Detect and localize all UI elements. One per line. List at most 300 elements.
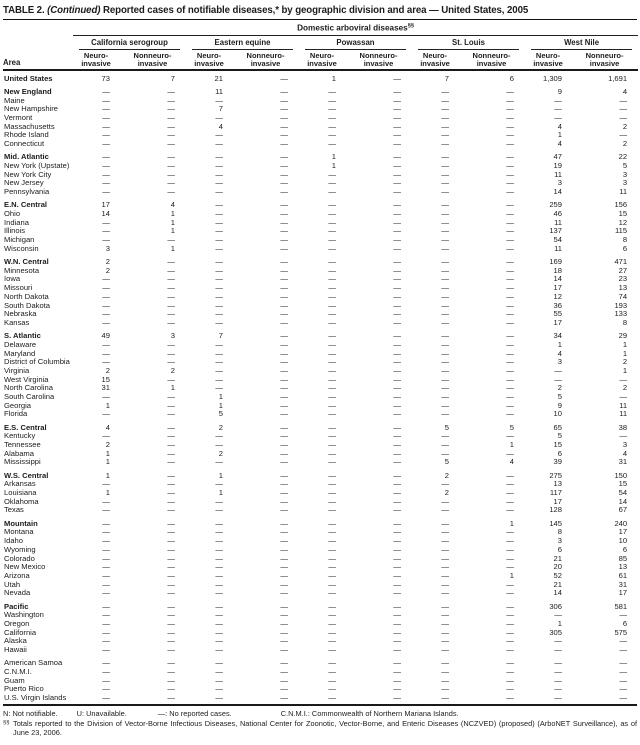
cell-value: —	[393, 400, 401, 410]
cell-value: —	[280, 431, 288, 441]
cell-value: —	[393, 374, 401, 384]
cell-value: —	[102, 339, 110, 349]
cell-value: —	[441, 317, 449, 327]
column-group-powassan	[299, 35, 412, 50]
cell-value: —	[506, 104, 514, 114]
table-row-california	[3, 629, 638, 638]
cell-value: —	[393, 160, 401, 170]
cell-value: —	[328, 383, 336, 393]
column-group-label: St. Louis	[418, 38, 519, 50]
cell-value: —	[506, 409, 514, 419]
cell-value: —	[215, 200, 223, 210]
cell-value: —	[441, 627, 449, 637]
table-row-arizona	[3, 572, 638, 581]
cell-value: 5	[218, 409, 223, 419]
cell-value: —	[215, 527, 223, 537]
table-row-new-york-city	[3, 171, 638, 180]
cell-value: 31	[618, 457, 628, 467]
table-row-texas	[3, 506, 638, 515]
table-row-mid-atlantic	[3, 149, 638, 162]
cell-value: 74	[618, 291, 628, 301]
table-row-american-samoa	[3, 655, 638, 668]
cell-value: —	[506, 553, 514, 563]
column-group-california-serogroup	[73, 35, 186, 50]
table-row-wisconsin	[3, 245, 638, 254]
cell-value: —	[506, 265, 514, 275]
table-title-rest: Reported cases of notifiable diseases,* by geographic division and area — United States, 2005	[100, 5, 529, 16]
table-row-michigan	[3, 236, 638, 245]
row-label: District of Columbia	[4, 357, 70, 367]
cell-value: 169	[549, 257, 562, 266]
cell-value: 1	[557, 339, 562, 349]
table-row-georgia	[3, 402, 638, 411]
cell-value: —	[215, 226, 223, 236]
table-row-massachusetts	[3, 123, 638, 132]
cell-value: 13	[618, 562, 628, 572]
cell-value: —	[393, 86, 401, 96]
cell-value: 4	[218, 121, 223, 131]
cell-value: —	[441, 121, 449, 131]
cell-value: —	[393, 339, 401, 349]
cell-value: —	[167, 645, 175, 655]
cell-value: —	[280, 374, 288, 384]
cell-value: 1	[509, 570, 514, 580]
cell-value: —	[167, 104, 175, 114]
cell-value: —	[441, 300, 449, 310]
subheader-nonneuroinvasive: Nonneuro- invasive	[121, 50, 186, 70]
cell-value: —	[167, 187, 175, 197]
cell-value: —	[393, 448, 401, 458]
footnote-note	[3, 719, 637, 737]
table-row-alabama	[3, 450, 638, 459]
cell-value: 11	[554, 169, 562, 179]
cell-value: —	[215, 317, 223, 327]
cell-value: —	[441, 160, 449, 170]
cell-value: —	[215, 457, 223, 467]
cell-value: —	[167, 636, 175, 646]
table-row-new-hampshire	[3, 105, 638, 114]
cell-value: —	[167, 86, 175, 96]
column-group-label: California serogroup	[79, 38, 180, 50]
cell-value: —	[328, 666, 336, 676]
cell-value: —	[215, 178, 223, 188]
cell-value: 14	[618, 496, 628, 506]
cell-value: —	[102, 348, 110, 358]
cell-value: 27	[618, 265, 628, 275]
cell-value: —	[102, 112, 110, 122]
cell-value: 11	[215, 86, 223, 96]
table-row-washington	[3, 611, 638, 620]
cell-value: —	[506, 309, 514, 319]
cell-value: —	[328, 518, 336, 528]
cell-value: —	[393, 627, 401, 637]
table-row-s-atlantic	[3, 328, 638, 341]
column-group-west-nile	[525, 35, 638, 50]
cell-value: —	[280, 235, 288, 245]
cell-value: 12	[618, 217, 628, 227]
cell-value: —	[280, 309, 288, 319]
cell-value: —	[102, 187, 110, 197]
cell-value: —	[554, 610, 562, 620]
cell-value: —	[167, 274, 175, 284]
note-text: Totals reported to the Division of Vector-Borne Infectious Diseases, National Center for Zoonotic, Vector-Borne, and Enteric Diseases (NCZVED) (proposed) (ArboNET Surveillance), as of June 23, 2006.	[13, 718, 637, 737]
cell-value: 193	[614, 300, 628, 310]
cell-value: —	[167, 265, 175, 275]
cell-value: —	[506, 527, 514, 537]
cell-value: 1	[557, 618, 562, 628]
cell-value: —	[506, 235, 514, 245]
cell-value: —	[167, 684, 175, 694]
cell-value: —	[393, 357, 401, 367]
cell-value: —	[393, 505, 401, 515]
cell-value: —	[441, 291, 449, 301]
cell-value: —	[280, 457, 288, 467]
cell-value: —	[393, 208, 401, 218]
cell-value: 471	[614, 257, 628, 266]
cell-value: —	[619, 684, 628, 694]
cell-value: —	[393, 431, 401, 441]
cell-value: —	[328, 348, 336, 358]
spanner-row	[3, 21, 638, 35]
row-label: American Samoa	[4, 658, 63, 668]
cell-value: —	[393, 243, 401, 253]
row-label: Indiana	[4, 217, 29, 227]
row-label: Alaska	[4, 636, 27, 646]
table-row-virginia	[3, 367, 638, 376]
cell-value: —	[102, 95, 110, 105]
cell-value: 11	[619, 187, 628, 197]
cell-value: —	[167, 610, 175, 620]
table-row-iowa	[3, 275, 638, 284]
cell-value: —	[328, 95, 336, 105]
cell-value: —	[167, 169, 175, 179]
cell-value: 3	[105, 243, 110, 253]
table-row-south-carolina	[3, 393, 638, 402]
cell-value: 39	[553, 457, 562, 467]
row-label: Mississippi	[4, 457, 41, 467]
cell-value: —	[619, 636, 628, 646]
cell-value: —	[102, 496, 110, 506]
cell-value: —	[441, 675, 449, 685]
cell-value: —	[215, 257, 223, 266]
cell-value: —	[506, 601, 514, 611]
subheader-neuroinvasive: Neuro- invasive	[299, 50, 347, 70]
cell-value: —	[328, 588, 336, 598]
cell-value: —	[441, 257, 449, 266]
cell-value: —	[280, 693, 288, 703]
cell-value: —	[167, 658, 175, 668]
cell-value: —	[619, 104, 628, 114]
cell-value: 1	[105, 448, 110, 458]
cell-value: —	[102, 658, 110, 668]
cell-value: 23	[618, 274, 628, 284]
cell-value: 2	[105, 257, 110, 266]
row-label: Mid. Atlantic	[4, 152, 49, 162]
cell-value: —	[393, 645, 401, 655]
cell-value: —	[393, 488, 401, 498]
cell-value: 12	[553, 291, 562, 301]
cell-value: —	[102, 536, 110, 546]
notifiable-diseases-table	[3, 21, 638, 703]
cell-value: —	[215, 579, 223, 589]
spanner-footnote-marker: §§	[407, 23, 414, 29]
cell-value: —	[102, 544, 110, 554]
cell-value: —	[167, 409, 175, 419]
cell-value: —	[393, 130, 401, 140]
cell-value: —	[280, 479, 288, 489]
cell-value: —	[280, 409, 288, 419]
cell-value: —	[328, 187, 336, 197]
cell-value: 145	[549, 518, 562, 528]
cell-value: —	[102, 300, 110, 310]
cell-value: —	[441, 400, 449, 410]
table-row-hawaii	[3, 646, 638, 655]
cell-value: —	[280, 160, 288, 170]
cell-value: —	[167, 562, 175, 572]
table-title-continued: (Continued)	[47, 5, 101, 16]
cell-value: —	[328, 283, 336, 293]
legend-not-notifiable: N: Not notifiable.	[3, 708, 58, 718]
cell-value: —	[215, 666, 223, 676]
cell-value: —	[393, 331, 401, 341]
cell-value: 1	[170, 217, 175, 227]
cell-value: —	[215, 274, 223, 284]
cell-value: —	[102, 235, 110, 245]
cell-value: —	[554, 684, 562, 694]
table-title-prefix: TABLE 2.	[3, 5, 48, 16]
cell-value: —	[441, 527, 449, 537]
cell-value: —	[280, 440, 288, 450]
cell-value: 21	[553, 579, 562, 589]
cell-value: —	[102, 684, 110, 694]
cell-value: —	[619, 431, 628, 441]
cell-value: —	[167, 400, 175, 410]
table-row-ohio	[3, 210, 638, 219]
cell-value: —	[102, 274, 110, 284]
cell-value: —	[441, 169, 449, 179]
row-label: Minnesota	[4, 265, 40, 275]
cell-value: —	[441, 152, 449, 162]
cell-value: —	[280, 553, 288, 563]
cell-value: —	[167, 121, 175, 131]
cell-value: —	[167, 291, 175, 301]
cell-value: —	[215, 139, 223, 149]
note-marker: §§	[3, 720, 10, 727]
cell-value: —	[393, 317, 401, 327]
cell-value: —	[280, 226, 288, 236]
cell-value: 305	[549, 627, 562, 637]
table-row-pacific	[3, 598, 638, 611]
cell-value: 1	[105, 488, 110, 498]
cell-value: —	[393, 95, 401, 105]
cell-value: —	[167, 152, 175, 162]
cell-value: —	[506, 684, 514, 694]
cell-value: —	[167, 675, 175, 685]
cell-value: —	[441, 357, 449, 367]
row-label: California	[4, 627, 37, 637]
cell-value: —	[393, 235, 401, 245]
cell-value: 13	[553, 479, 562, 489]
cell-value: —	[280, 121, 288, 131]
row-label: Vermont	[4, 112, 33, 122]
cell-value: —	[506, 627, 514, 637]
cell-value: —	[393, 291, 401, 301]
cell-value: —	[215, 265, 223, 275]
cell-value: —	[506, 95, 514, 105]
cell-value: 6	[622, 544, 628, 554]
cell-value: 9	[557, 400, 562, 410]
cell-value: —	[393, 544, 401, 554]
cell-value: —	[393, 104, 401, 114]
row-label: New York (Upstate)	[4, 160, 70, 170]
cell-value: —	[328, 579, 336, 589]
row-label: United States	[4, 73, 53, 83]
cell-value: —	[393, 283, 401, 293]
cell-value: —	[506, 348, 514, 358]
cell-value: 4	[622, 448, 628, 458]
cell-value: —	[102, 169, 110, 179]
cell-value: 1	[622, 339, 628, 349]
cell-value: —	[506, 400, 514, 410]
cell-value: —	[441, 365, 449, 375]
cell-value: 8	[557, 527, 562, 537]
cell-value: 240	[614, 518, 628, 528]
cell-value: 575	[614, 627, 628, 637]
cell-value: —	[215, 348, 223, 358]
row-label: Nevada	[4, 588, 31, 598]
cell-value: 7	[444, 73, 449, 83]
row-label: Puerto Rico	[4, 684, 44, 694]
table-row-pennsylvania	[3, 188, 638, 197]
cell-value: —	[215, 169, 223, 179]
cell-value: 2	[622, 139, 628, 149]
cell-value: —	[393, 684, 401, 694]
cell-value: —	[441, 666, 449, 676]
cell-value: —	[102, 610, 110, 620]
cell-value: 5	[557, 431, 562, 441]
cell-value: —	[506, 658, 514, 668]
cell-value: —	[506, 169, 514, 179]
cell-value: —	[280, 348, 288, 358]
cell-value: —	[167, 553, 175, 563]
row-label: Wisconsin	[4, 243, 39, 253]
cell-value: —	[619, 658, 628, 668]
table-body	[3, 70, 638, 703]
cell-value: —	[441, 139, 449, 149]
cell-value: —	[393, 422, 401, 432]
cell-value: —	[441, 579, 449, 589]
subheader-neuroinvasive: Neuro- invasive	[525, 50, 573, 70]
cell-value: —	[393, 470, 401, 480]
cell-value: 54	[553, 235, 562, 245]
cell-value: —	[167, 112, 175, 122]
cell-value: 38	[618, 422, 628, 432]
cell-value: 17	[553, 496, 562, 506]
cell-value: 128	[549, 505, 562, 515]
cell-value: —	[506, 331, 514, 341]
cell-value: —	[280, 243, 288, 253]
cell-value: —	[102, 392, 110, 402]
table-row-utah	[3, 581, 638, 590]
legend-cnmi: C.N.M.I.: Commonwealth of Northern Mariana Islands.	[280, 708, 459, 718]
cell-value: —	[441, 570, 449, 580]
row-label: Virginia	[4, 365, 30, 375]
cell-value: —	[167, 257, 175, 266]
cell-value: —	[328, 570, 336, 580]
cell-value: —	[393, 636, 401, 646]
cell-value: —	[167, 618, 175, 628]
cell-value: —	[328, 409, 336, 419]
cell-value: 2	[444, 470, 449, 480]
cell-value: —	[506, 130, 514, 140]
cell-value: —	[328, 693, 336, 703]
cell-value: —	[619, 392, 628, 402]
row-label: S. Atlantic	[4, 331, 41, 341]
cell-value: —	[328, 200, 336, 210]
cell-value: 15	[101, 374, 110, 384]
cell-value: —	[102, 505, 110, 515]
cell-value: —	[506, 579, 514, 589]
cell-value: 1	[509, 440, 514, 450]
cell-value: 5	[509, 422, 514, 432]
cell-value: —	[102, 357, 110, 367]
cell-value: —	[280, 383, 288, 393]
cell-value: —	[215, 300, 223, 310]
cell-value: —	[280, 400, 288, 410]
cell-value: —	[102, 693, 110, 703]
cell-value: 1	[622, 365, 628, 375]
table-spanner	[73, 21, 638, 35]
cell-value: 11	[619, 409, 628, 419]
cell-value: —	[280, 339, 288, 349]
cell-value: —	[167, 374, 175, 384]
cell-value: —	[393, 527, 401, 537]
cell-value: —	[167, 448, 175, 458]
cell-value: —	[619, 374, 628, 384]
cell-value: 7	[218, 104, 223, 114]
cell-value: 11	[619, 400, 628, 410]
cell-value: —	[393, 675, 401, 685]
row-label: Arkansas	[4, 479, 36, 489]
cell-value: —	[441, 331, 449, 341]
cell-value: —	[102, 317, 110, 327]
cell-value: —	[441, 409, 449, 419]
cell-value: —	[506, 317, 514, 327]
cell-value: —	[102, 291, 110, 301]
cell-value: —	[102, 226, 110, 236]
cell-value: 17	[553, 283, 562, 293]
table-row-connecticut	[3, 140, 638, 149]
cell-value: 9	[557, 86, 562, 96]
cell-value: 61	[618, 570, 628, 580]
cell-value: —	[441, 440, 449, 450]
cell-value: —	[215, 208, 223, 218]
cell-value: —	[393, 257, 401, 266]
cell-value: —	[328, 684, 336, 694]
cell-value: —	[280, 200, 288, 210]
cell-value: 31	[618, 579, 628, 589]
row-label: Utah	[4, 579, 21, 589]
cell-value: —	[441, 265, 449, 275]
cell-value: —	[328, 636, 336, 646]
table-row-indiana	[3, 219, 638, 228]
cell-value: 6	[622, 243, 628, 253]
cell-value: 5	[444, 422, 449, 432]
cell-value: —	[441, 505, 449, 515]
cell-value: —	[167, 339, 175, 349]
cell-value: —	[506, 431, 514, 441]
cell-value: —	[506, 618, 514, 628]
